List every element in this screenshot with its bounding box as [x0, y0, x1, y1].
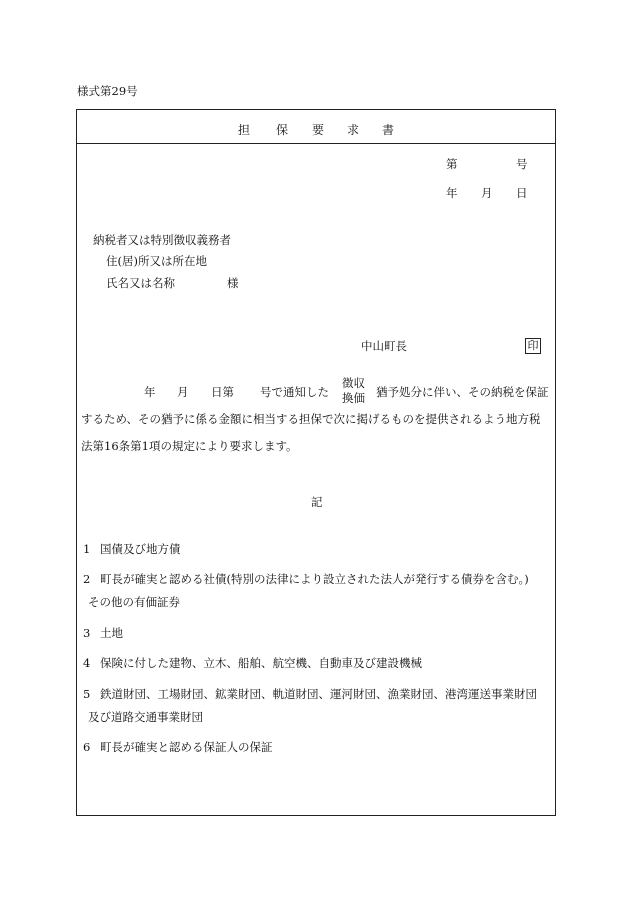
item-number: 5	[83, 687, 91, 701]
form-number: 様式第29号	[77, 84, 138, 98]
body-line2: するため、その猶予に係る金額に相当する担保で次に掲げるものを提供されるよう地方税	[81, 412, 541, 426]
item-text-cont: 及び道路交通事業財団	[88, 710, 203, 724]
item-text: 町長が確実と認める保証人の保証	[100, 740, 273, 754]
item-text: 町長が確実と認める社債(特別の法律により設立された法人が発行する債券を含む。)	[100, 572, 529, 586]
body-month: 月	[177, 385, 189, 399]
body-day-number: 日第	[211, 385, 234, 399]
item-number: 3	[83, 626, 91, 640]
item-text: 土地	[100, 626, 123, 640]
name-label: 氏名又は名称	[106, 276, 175, 290]
item-text-cont: その他の有価証券	[88, 595, 180, 609]
ki-heading: 記	[311, 495, 323, 509]
reference-dai: 第	[446, 157, 458, 171]
item-number: 4	[83, 656, 91, 670]
item-text: 国債及び地方債	[100, 542, 181, 556]
item-number: 1	[83, 542, 91, 556]
title-char: 書	[382, 123, 395, 137]
date-month: 月	[481, 186, 493, 200]
honorific: 様	[227, 276, 239, 290]
body-line1-rest: 猶予処分に伴い、その納税を保証	[376, 385, 549, 399]
address-label: 住(居)所又は所在地	[106, 254, 207, 268]
title-char: 担	[238, 123, 251, 137]
date-year: 年	[446, 186, 458, 200]
item-number: 6	[83, 740, 91, 754]
body-notified: 号で通知した	[260, 385, 329, 399]
title-char: 要	[312, 123, 325, 137]
item-number: 2	[83, 572, 91, 586]
item-text: 保険に付した建物、立木、船舶、航空機、自動車及び建設機械	[100, 656, 422, 670]
item-text: 鉄道財団、工場財団、鉱業財団、軌道財団、運河財団、漁業財団、港湾運送事業財団	[100, 687, 537, 701]
date-day: 日	[516, 186, 528, 200]
body-year: 年	[144, 385, 156, 399]
title-char: 求	[347, 123, 360, 137]
addressee-category: 納税者又は特別徴収義務者	[93, 233, 231, 247]
seal-mark: 印	[525, 338, 541, 354]
body-line3: 法第16条第1項の規定により要求します。	[81, 439, 298, 453]
title-char: 保	[276, 123, 289, 137]
option-conversion: 換価	[342, 391, 365, 405]
title-divider	[76, 143, 556, 144]
reference-go: 号	[516, 157, 528, 171]
option-collection: 徴収	[342, 376, 365, 390]
issuer-name: 中山町長	[361, 339, 407, 353]
